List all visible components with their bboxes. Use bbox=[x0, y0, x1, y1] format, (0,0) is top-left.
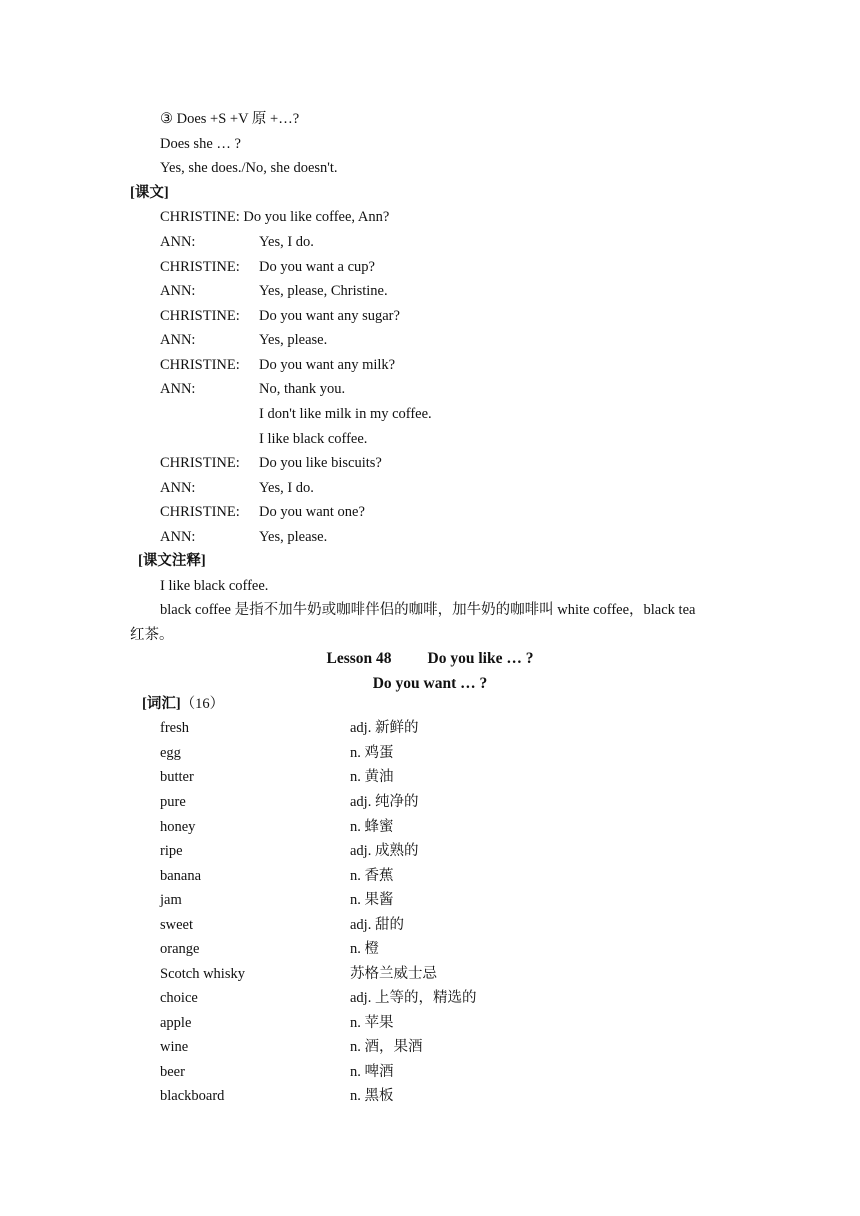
vocab-word: choice bbox=[160, 990, 198, 1006]
dialogue-speaker: ANN: bbox=[160, 529, 196, 545]
vocab-definition: n. 蜂蜜 bbox=[350, 819, 394, 835]
dialogue-line: No, thank you. bbox=[259, 381, 346, 397]
dialogue-line: Yes, please. bbox=[259, 332, 328, 348]
vocab-word: fresh bbox=[160, 720, 189, 736]
vocab-count: （16） bbox=[180, 696, 225, 712]
vocab-definition: n. 酒，果酒 bbox=[350, 1039, 423, 1055]
vocab-word: pure bbox=[160, 794, 186, 810]
vocab-word: wine bbox=[160, 1039, 189, 1055]
dialogue-speaker: ANN: bbox=[160, 381, 196, 397]
vocab-word: butter bbox=[160, 769, 194, 785]
notes-line: I like black coffee. bbox=[160, 578, 269, 594]
dialogue-speaker: CHRISTINE: bbox=[160, 504, 240, 520]
dialogue-line: Do you like biscuits? bbox=[259, 455, 382, 471]
lesson-title-line1: Do you like … ? bbox=[427, 650, 534, 667]
vocab-definition: n. 橙 bbox=[350, 941, 379, 957]
lesson-subtitle: Do you want … ? bbox=[372, 675, 488, 692]
vocab-word: banana bbox=[160, 868, 202, 884]
dialogue-speaker: ANN: bbox=[160, 283, 196, 299]
dialogue-speaker: CHRISTINE: bbox=[160, 357, 240, 373]
vocab-word: apple bbox=[160, 1015, 192, 1031]
vocab-word: Scotch whisky bbox=[160, 966, 245, 982]
vocab-definition: n. 苹果 bbox=[350, 1015, 394, 1031]
vocab-word: orange bbox=[160, 941, 200, 957]
vocab-definition: n. 香蕉 bbox=[350, 868, 394, 884]
lesson-title bbox=[0, 650, 860, 668]
vocab-definition: adj. 上等的，精选的 bbox=[350, 990, 477, 1006]
grammar-rule: ③ Does +S +V 原 +…? bbox=[160, 111, 300, 127]
vocab-word: egg bbox=[160, 745, 181, 761]
vocab-heading-row bbox=[142, 695, 224, 713]
dialogue-line: Yes, I do. bbox=[259, 480, 314, 496]
dialogue-line: Do you want any milk? bbox=[259, 357, 396, 373]
grammar-example-question: Does she … ? bbox=[160, 136, 241, 152]
dialogue-line: Yes, please. bbox=[259, 529, 328, 545]
vocab-definition: n. 啤酒 bbox=[350, 1064, 394, 1080]
dialogue-line: Do you want one? bbox=[259, 504, 365, 520]
dialogue-speaker: CHRISTINE: bbox=[160, 455, 240, 471]
vocab-heading: [词汇] bbox=[142, 696, 181, 712]
dialogue-line: I like black coffee. bbox=[259, 431, 368, 447]
vocab-definition: adj. 成熟的 bbox=[350, 843, 419, 859]
vocab-word: jam bbox=[160, 892, 182, 908]
vocab-definition: adj. 新鲜的 bbox=[350, 720, 419, 736]
vocab-definition: adj. 甜的 bbox=[350, 917, 404, 933]
vocab-definition: adj. 纯净的 bbox=[350, 794, 419, 810]
dialogue-line: Do you want any sugar? bbox=[259, 308, 400, 324]
vocab-definition: n. 果酱 bbox=[350, 892, 394, 908]
vocab-word: ripe bbox=[160, 843, 183, 859]
vocab-word: honey bbox=[160, 819, 196, 835]
vocab-word: blackboard bbox=[160, 1088, 225, 1104]
grammar-example-answer: Yes, she does./No, she doesn't. bbox=[160, 160, 338, 176]
dialogue-speaker: CHRISTINE: Do you like coffee, Ann? bbox=[160, 209, 390, 225]
vocab-definition: n. 鸡蛋 bbox=[350, 745, 394, 761]
dialogue-speaker: CHRISTINE: bbox=[160, 308, 240, 324]
vocab-definition: 苏格兰威士忌 bbox=[350, 966, 437, 982]
dialogue-line: Yes, please, Christine. bbox=[259, 283, 388, 299]
text-section-heading: [课文] bbox=[130, 185, 169, 201]
notes-line: black coffee 是指不加牛奶或咖啡伴侣的咖啡，加牛奶的咖啡叫 white coffee，black tea bbox=[160, 602, 696, 618]
dialogue-speaker: ANN: bbox=[160, 332, 196, 348]
dialogue-line: Yes, I do. bbox=[259, 234, 314, 250]
notes-heading: [课文注释] bbox=[138, 553, 206, 569]
dialogue-speaker: ANN: bbox=[160, 234, 196, 250]
dialogue-speaker: ANN: bbox=[160, 480, 196, 496]
dialogue-line: Do you want a cup? bbox=[259, 259, 375, 275]
dialogue-speaker: CHRISTINE: bbox=[160, 259, 240, 275]
vocab-definition: n. 黄油 bbox=[350, 769, 394, 785]
dialogue-line: I don't like milk in my coffee. bbox=[259, 406, 432, 422]
notes-line: 红茶。 bbox=[130, 627, 174, 643]
lesson-number: Lesson 48 bbox=[326, 650, 392, 667]
vocab-word: sweet bbox=[160, 917, 194, 933]
vocab-word: beer bbox=[160, 1064, 185, 1080]
vocab-definition: n. 黑板 bbox=[350, 1088, 394, 1104]
